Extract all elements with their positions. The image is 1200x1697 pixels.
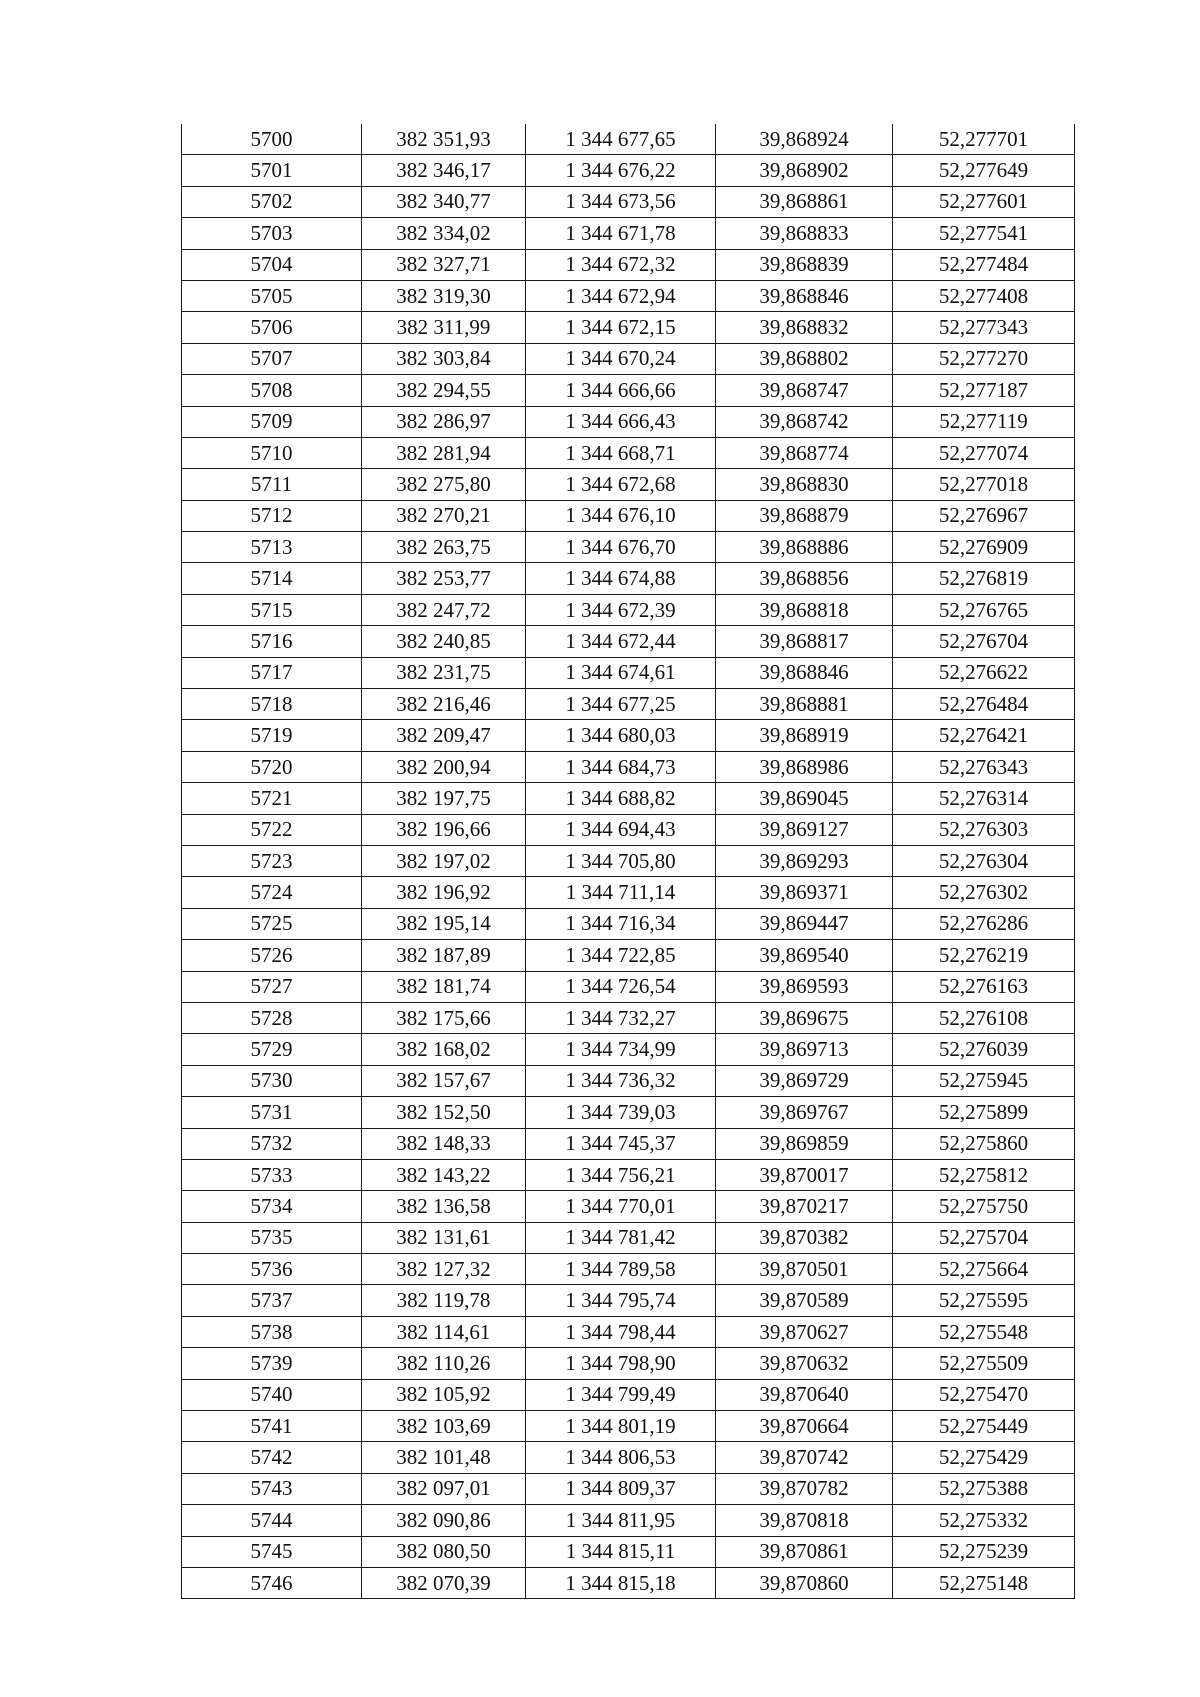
y-coordinate-cell: 1 344 676,70 (526, 532, 716, 563)
table-row (182, 406, 1075, 437)
latitude-cell: 52,275664 (893, 1254, 1075, 1285)
y-coordinate-cell: 1 344 798,90 (526, 1348, 716, 1379)
x-coordinate-cell: 382 253,77 (362, 563, 526, 594)
latitude-cell: 52,275860 (893, 1128, 1075, 1159)
longitude-cell: 39,870640 (716, 1379, 893, 1410)
table-row (182, 814, 1075, 845)
x-coordinate-cell: 382 127,32 (362, 1254, 526, 1285)
point-number-cell: 5709 (182, 406, 362, 437)
table-row (182, 1285, 1075, 1316)
table-row (182, 720, 1075, 751)
longitude-cell: 39,868856 (716, 563, 893, 594)
x-coordinate-cell: 382 157,67 (362, 1065, 526, 1096)
table-row (182, 1128, 1075, 1159)
longitude-cell: 39,868774 (716, 437, 893, 468)
latitude-cell: 52,277119 (893, 406, 1075, 437)
longitude-cell: 39,868817 (716, 626, 893, 657)
y-coordinate-cell: 1 344 688,82 (526, 783, 716, 814)
latitude-cell: 52,276304 (893, 845, 1075, 876)
point-number-cell: 5734 (182, 1191, 362, 1222)
y-coordinate-cell: 1 344 674,61 (526, 657, 716, 688)
latitude-cell: 52,277074 (893, 437, 1075, 468)
latitude-cell: 52,275750 (893, 1191, 1075, 1222)
latitude-cell: 52,277187 (893, 375, 1075, 406)
point-number-cell: 5721 (182, 783, 362, 814)
y-coordinate-cell: 1 344 789,58 (526, 1254, 716, 1285)
longitude-cell: 39,870382 (716, 1222, 893, 1253)
y-coordinate-cell: 1 344 676,10 (526, 500, 716, 531)
x-coordinate-cell: 382 196,66 (362, 814, 526, 845)
point-number-cell: 5702 (182, 186, 362, 217)
latitude-cell: 52,277601 (893, 186, 1075, 217)
x-coordinate-cell: 382 231,75 (362, 657, 526, 688)
y-coordinate-cell: 1 344 770,01 (526, 1191, 716, 1222)
latitude-cell: 52,276704 (893, 626, 1075, 657)
y-coordinate-cell: 1 344 705,80 (526, 845, 716, 876)
table-row (182, 1002, 1075, 1033)
point-number-cell: 5712 (182, 500, 362, 531)
longitude-cell: 39,870742 (716, 1442, 893, 1473)
table-row (182, 845, 1075, 876)
x-coordinate-cell: 382 070,39 (362, 1567, 526, 1598)
y-coordinate-cell: 1 344 801,19 (526, 1411, 716, 1442)
longitude-cell: 39,868830 (716, 469, 893, 500)
y-coordinate-cell: 1 344 672,68 (526, 469, 716, 500)
y-coordinate-cell: 1 344 694,43 (526, 814, 716, 845)
table-row (182, 689, 1075, 720)
y-coordinate-cell: 1 344 674,88 (526, 563, 716, 594)
table-row (182, 155, 1075, 186)
x-coordinate-cell: 382 168,02 (362, 1034, 526, 1065)
x-coordinate-cell: 382 196,92 (362, 877, 526, 908)
longitude-cell: 39,869447 (716, 908, 893, 939)
latitude-cell: 52,275899 (893, 1097, 1075, 1128)
latitude-cell: 52,275239 (893, 1536, 1075, 1567)
y-coordinate-cell: 1 344 671,78 (526, 218, 716, 249)
point-number-cell: 5729 (182, 1034, 362, 1065)
point-number-cell: 5727 (182, 971, 362, 1002)
longitude-cell: 39,870632 (716, 1348, 893, 1379)
x-coordinate-cell: 382 281,94 (362, 437, 526, 468)
x-coordinate-cell: 382 319,30 (362, 280, 526, 311)
x-coordinate-cell: 382 216,46 (362, 689, 526, 720)
x-coordinate-cell: 382 187,89 (362, 940, 526, 971)
table-row (182, 186, 1075, 217)
x-coordinate-cell: 382 270,21 (362, 500, 526, 531)
x-coordinate-cell: 382 090,86 (362, 1505, 526, 1536)
longitude-cell: 39,868742 (716, 406, 893, 437)
point-number-cell: 5733 (182, 1159, 362, 1190)
table-row (182, 312, 1075, 343)
point-number-cell: 5700 (182, 124, 362, 155)
x-coordinate-cell: 382 200,94 (362, 751, 526, 782)
latitude-cell: 52,276039 (893, 1034, 1075, 1065)
x-coordinate-cell: 382 303,84 (362, 343, 526, 374)
point-number-cell: 5745 (182, 1536, 362, 1567)
longitude-cell: 39,868861 (716, 186, 893, 217)
point-number-cell: 5708 (182, 375, 362, 406)
latitude-cell: 52,275470 (893, 1379, 1075, 1410)
y-coordinate-cell: 1 344 732,27 (526, 1002, 716, 1033)
latitude-cell: 52,276909 (893, 532, 1075, 563)
latitude-cell: 52,277270 (893, 343, 1075, 374)
table-row (182, 1316, 1075, 1347)
table-row (182, 940, 1075, 971)
y-coordinate-cell: 1 344 739,03 (526, 1097, 716, 1128)
table-row (182, 124, 1075, 155)
latitude-cell: 52,276421 (893, 720, 1075, 751)
latitude-cell: 52,277541 (893, 218, 1075, 249)
x-coordinate-cell: 382 152,50 (362, 1097, 526, 1128)
latitude-cell: 52,275429 (893, 1442, 1075, 1473)
longitude-cell: 39,870017 (716, 1159, 893, 1190)
latitude-cell: 52,276819 (893, 563, 1075, 594)
table-row (182, 375, 1075, 406)
point-number-cell: 5740 (182, 1379, 362, 1410)
x-coordinate-cell: 382 131,61 (362, 1222, 526, 1253)
table-row (182, 1191, 1075, 1222)
latitude-cell: 52,276343 (893, 751, 1075, 782)
latitude-cell: 52,275704 (893, 1222, 1075, 1253)
point-number-cell: 5716 (182, 626, 362, 657)
y-coordinate-cell: 1 344 815,11 (526, 1536, 716, 1567)
longitude-cell: 39,870818 (716, 1505, 893, 1536)
longitude-cell: 39,869293 (716, 845, 893, 876)
table-row (182, 1379, 1075, 1410)
longitude-cell: 39,868919 (716, 720, 893, 751)
x-coordinate-cell: 382 119,78 (362, 1285, 526, 1316)
point-number-cell: 5714 (182, 563, 362, 594)
longitude-cell: 39,869729 (716, 1065, 893, 1096)
point-number-cell: 5737 (182, 1285, 362, 1316)
table-row (182, 1159, 1075, 1190)
longitude-cell: 39,868924 (716, 124, 893, 155)
y-coordinate-cell: 1 344 711,14 (526, 877, 716, 908)
x-coordinate-cell: 382 148,33 (362, 1128, 526, 1159)
table-row (182, 1254, 1075, 1285)
latitude-cell: 52,277018 (893, 469, 1075, 500)
x-coordinate-cell: 382 175,66 (362, 1002, 526, 1033)
longitude-cell: 39,868818 (716, 594, 893, 625)
x-coordinate-cell: 382 346,17 (362, 155, 526, 186)
point-number-cell: 5722 (182, 814, 362, 845)
y-coordinate-cell: 1 344 734,99 (526, 1034, 716, 1065)
latitude-cell: 52,276303 (893, 814, 1075, 845)
y-coordinate-cell: 1 344 666,43 (526, 406, 716, 437)
table-row (182, 343, 1075, 374)
x-coordinate-cell: 382 275,80 (362, 469, 526, 500)
y-coordinate-cell: 1 344 666,66 (526, 375, 716, 406)
y-coordinate-cell: 1 344 672,32 (526, 249, 716, 280)
y-coordinate-cell: 1 344 756,21 (526, 1159, 716, 1190)
longitude-cell: 39,869540 (716, 940, 893, 971)
latitude-cell: 52,276219 (893, 940, 1075, 971)
x-coordinate-cell: 382 294,55 (362, 375, 526, 406)
point-number-cell: 5730 (182, 1065, 362, 1096)
point-number-cell: 5741 (182, 1411, 362, 1442)
point-number-cell: 5736 (182, 1254, 362, 1285)
y-coordinate-cell: 1 344 809,37 (526, 1473, 716, 1504)
latitude-cell: 52,275449 (893, 1411, 1075, 1442)
point-number-cell: 5704 (182, 249, 362, 280)
y-coordinate-cell: 1 344 668,71 (526, 437, 716, 468)
x-coordinate-cell: 382 340,77 (362, 186, 526, 217)
point-number-cell: 5738 (182, 1316, 362, 1347)
x-coordinate-cell: 382 209,47 (362, 720, 526, 751)
y-coordinate-cell: 1 344 722,85 (526, 940, 716, 971)
y-coordinate-cell: 1 344 811,95 (526, 1505, 716, 1536)
latitude-cell: 52,275332 (893, 1505, 1075, 1536)
table-row (182, 532, 1075, 563)
table-row (182, 908, 1075, 939)
table-row (182, 1567, 1075, 1598)
x-coordinate-cell: 382 197,75 (362, 783, 526, 814)
longitude-cell: 39,868886 (716, 532, 893, 563)
point-number-cell: 5717 (182, 657, 362, 688)
x-coordinate-cell: 382 247,72 (362, 594, 526, 625)
longitude-cell: 39,870861 (716, 1536, 893, 1567)
table-row (182, 500, 1075, 531)
point-number-cell: 5725 (182, 908, 362, 939)
latitude-cell: 52,277649 (893, 155, 1075, 186)
point-number-cell: 5731 (182, 1097, 362, 1128)
y-coordinate-cell: 1 344 684,73 (526, 751, 716, 782)
point-number-cell: 5739 (182, 1348, 362, 1379)
longitude-cell: 39,870782 (716, 1473, 893, 1504)
y-coordinate-cell: 1 344 670,24 (526, 343, 716, 374)
longitude-cell: 39,868881 (716, 689, 893, 720)
table-row (182, 280, 1075, 311)
y-coordinate-cell: 1 344 795,74 (526, 1285, 716, 1316)
y-coordinate-cell: 1 344 806,53 (526, 1442, 716, 1473)
x-coordinate-cell: 382 080,50 (362, 1536, 526, 1567)
point-number-cell: 5735 (182, 1222, 362, 1253)
longitude-cell: 39,869675 (716, 1002, 893, 1033)
latitude-cell: 52,277343 (893, 312, 1075, 343)
point-number-cell: 5742 (182, 1442, 362, 1473)
longitude-cell: 39,870860 (716, 1567, 893, 1598)
longitude-cell: 39,868846 (716, 280, 893, 311)
longitude-cell: 39,870501 (716, 1254, 893, 1285)
y-coordinate-cell: 1 344 672,44 (526, 626, 716, 657)
y-coordinate-cell: 1 344 745,37 (526, 1128, 716, 1159)
y-coordinate-cell: 1 344 676,22 (526, 155, 716, 186)
x-coordinate-cell: 382 197,02 (362, 845, 526, 876)
longitude-cell: 39,870627 (716, 1316, 893, 1347)
x-coordinate-cell: 382 351,93 (362, 124, 526, 155)
y-coordinate-cell: 1 344 726,54 (526, 971, 716, 1002)
table-row (182, 783, 1075, 814)
table-row (182, 1065, 1075, 1096)
y-coordinate-cell: 1 344 672,39 (526, 594, 716, 625)
longitude-cell: 39,870664 (716, 1411, 893, 1442)
point-number-cell: 5711 (182, 469, 362, 500)
latitude-cell: 52,275595 (893, 1285, 1075, 1316)
latitude-cell: 52,276108 (893, 1002, 1075, 1033)
y-coordinate-cell: 1 344 672,15 (526, 312, 716, 343)
latitude-cell: 52,276163 (893, 971, 1075, 1002)
y-coordinate-cell: 1 344 781,42 (526, 1222, 716, 1253)
table-row (182, 594, 1075, 625)
table-row (182, 877, 1075, 908)
latitude-cell: 52,276622 (893, 657, 1075, 688)
coordinates-table (181, 124, 1075, 1599)
point-number-cell: 5706 (182, 312, 362, 343)
longitude-cell: 39,868986 (716, 751, 893, 782)
table-row (182, 249, 1075, 280)
y-coordinate-cell: 1 344 680,03 (526, 720, 716, 751)
point-number-cell: 5713 (182, 532, 362, 563)
y-coordinate-cell: 1 344 673,56 (526, 186, 716, 217)
table-row (182, 1505, 1075, 1536)
point-number-cell: 5728 (182, 1002, 362, 1033)
x-coordinate-cell: 382 334,02 (362, 218, 526, 249)
point-number-cell: 5715 (182, 594, 362, 625)
longitude-cell: 39,869713 (716, 1034, 893, 1065)
coordinates-table-body (182, 124, 1075, 1599)
y-coordinate-cell: 1 344 736,32 (526, 1065, 716, 1096)
point-number-cell: 5703 (182, 218, 362, 249)
table-row (182, 437, 1075, 468)
latitude-cell: 52,275388 (893, 1473, 1075, 1504)
longitude-cell: 39,868832 (716, 312, 893, 343)
x-coordinate-cell: 382 327,71 (362, 249, 526, 280)
point-number-cell: 5732 (182, 1128, 362, 1159)
longitude-cell: 39,870217 (716, 1191, 893, 1222)
x-coordinate-cell: 382 286,97 (362, 406, 526, 437)
longitude-cell: 39,869767 (716, 1097, 893, 1128)
point-number-cell: 5726 (182, 940, 362, 971)
point-number-cell: 5707 (182, 343, 362, 374)
latitude-cell: 52,275148 (893, 1567, 1075, 1598)
latitude-cell: 52,277701 (893, 124, 1075, 155)
x-coordinate-cell: 382 143,22 (362, 1159, 526, 1190)
latitude-cell: 52,276314 (893, 783, 1075, 814)
x-coordinate-cell: 382 105,92 (362, 1379, 526, 1410)
table-row (182, 971, 1075, 1002)
point-number-cell: 5724 (182, 877, 362, 908)
table-row (182, 1034, 1075, 1065)
latitude-cell: 52,276484 (893, 689, 1075, 720)
longitude-cell: 39,868902 (716, 155, 893, 186)
x-coordinate-cell: 382 263,75 (362, 532, 526, 563)
table-row (182, 1442, 1075, 1473)
latitude-cell: 52,277484 (893, 249, 1075, 280)
x-coordinate-cell: 382 101,48 (362, 1442, 526, 1473)
table-row (182, 1348, 1075, 1379)
table-row (182, 1097, 1075, 1128)
latitude-cell: 52,277408 (893, 280, 1075, 311)
longitude-cell: 39,869127 (716, 814, 893, 845)
table-row (182, 563, 1075, 594)
table-row (182, 626, 1075, 657)
y-coordinate-cell: 1 344 815,18 (526, 1567, 716, 1598)
longitude-cell: 39,869045 (716, 783, 893, 814)
y-coordinate-cell: 1 344 677,65 (526, 124, 716, 155)
y-coordinate-cell: 1 344 672,94 (526, 280, 716, 311)
table-row (182, 1473, 1075, 1504)
x-coordinate-cell: 382 181,74 (362, 971, 526, 1002)
table-row (182, 1536, 1075, 1567)
point-number-cell: 5720 (182, 751, 362, 782)
point-number-cell: 5710 (182, 437, 362, 468)
table-row (182, 1411, 1075, 1442)
y-coordinate-cell: 1 344 798,44 (526, 1316, 716, 1347)
point-number-cell: 5719 (182, 720, 362, 751)
point-number-cell: 5744 (182, 1505, 362, 1536)
table-row (182, 751, 1075, 782)
x-coordinate-cell: 382 097,01 (362, 1473, 526, 1504)
point-number-cell: 5746 (182, 1567, 362, 1598)
x-coordinate-cell: 382 240,85 (362, 626, 526, 657)
x-coordinate-cell: 382 136,58 (362, 1191, 526, 1222)
point-number-cell: 5723 (182, 845, 362, 876)
y-coordinate-cell: 1 344 677,25 (526, 689, 716, 720)
latitude-cell: 52,275945 (893, 1065, 1075, 1096)
point-number-cell: 5718 (182, 689, 362, 720)
latitude-cell: 52,276967 (893, 500, 1075, 531)
y-coordinate-cell: 1 344 716,34 (526, 908, 716, 939)
latitude-cell: 52,275548 (893, 1316, 1075, 1347)
table-row (182, 469, 1075, 500)
longitude-cell: 39,868747 (716, 375, 893, 406)
point-number-cell: 5705 (182, 280, 362, 311)
x-coordinate-cell: 382 114,61 (362, 1316, 526, 1347)
point-number-cell: 5701 (182, 155, 362, 186)
longitude-cell: 39,868833 (716, 218, 893, 249)
table-row (182, 1222, 1075, 1253)
x-coordinate-cell: 382 103,69 (362, 1411, 526, 1442)
latitude-cell: 52,276302 (893, 877, 1075, 908)
longitude-cell: 39,868839 (716, 249, 893, 280)
longitude-cell: 39,868879 (716, 500, 893, 531)
point-number-cell: 5743 (182, 1473, 362, 1504)
x-coordinate-cell: 382 311,99 (362, 312, 526, 343)
latitude-cell: 52,275812 (893, 1159, 1075, 1190)
latitude-cell: 52,276286 (893, 908, 1075, 939)
longitude-cell: 39,868846 (716, 657, 893, 688)
longitude-cell: 39,869859 (716, 1128, 893, 1159)
longitude-cell: 39,868802 (716, 343, 893, 374)
latitude-cell: 52,276765 (893, 594, 1075, 625)
x-coordinate-cell: 382 110,26 (362, 1348, 526, 1379)
x-coordinate-cell: 382 195,14 (362, 908, 526, 939)
longitude-cell: 39,870589 (716, 1285, 893, 1316)
y-coordinate-cell: 1 344 799,49 (526, 1379, 716, 1410)
latitude-cell: 52,275509 (893, 1348, 1075, 1379)
longitude-cell: 39,869371 (716, 877, 893, 908)
longitude-cell: 39,869593 (716, 971, 893, 1002)
table-row (182, 657, 1075, 688)
table-row (182, 218, 1075, 249)
